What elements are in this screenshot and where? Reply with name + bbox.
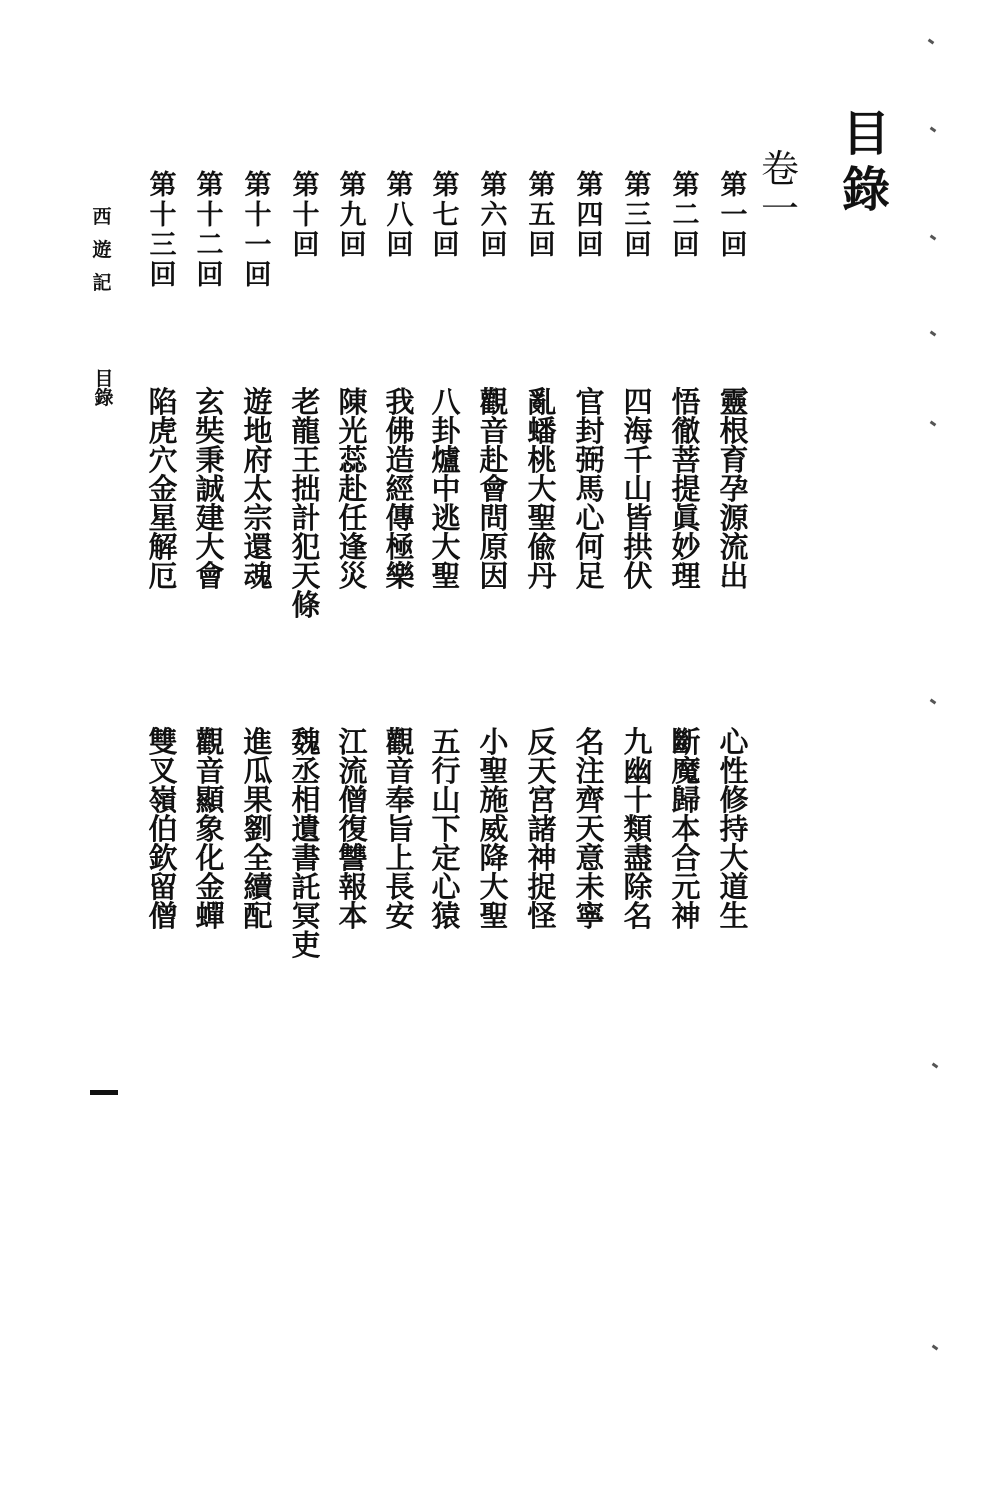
chapter-couplet-first: 靈 根 育 孕 源 流 出 bbox=[719, 385, 749, 593]
chapter-couplet-first: 觀 音 赴 會 問 原 因 bbox=[479, 385, 509, 593]
scan-speck bbox=[930, 235, 937, 241]
chapter-couplet-second: 小 聖 施 威 降 大 聖 bbox=[479, 725, 509, 933]
chapter-couplet-second: 九 幽 十 類 盡 除 名 bbox=[623, 725, 653, 933]
chapter-couplet-second: 觀 音 奉 旨 上 長 安 bbox=[385, 725, 415, 933]
chapter-number: 第 八 回 bbox=[386, 170, 414, 261]
scan-speck bbox=[930, 127, 937, 133]
chapter-couplet-first: 八 卦 爐 中 逃 大 聖 bbox=[431, 385, 461, 593]
chapter-number: 第 十 二 回 bbox=[196, 170, 224, 291]
chapter-number: 第 二 回 bbox=[672, 170, 700, 261]
chapter-couplet-first: 亂 蟠 桃 大 聖 偸 丹 bbox=[527, 385, 557, 593]
chapter-couplet-first: 遊 地 府 太 宗 還 魂 bbox=[243, 385, 273, 593]
chapter-number: 第 七 回 bbox=[432, 170, 460, 261]
chapter-couplet-first: 老 龍 王 拙 計 犯 天 條 bbox=[291, 385, 321, 622]
chapter-number: 第 一 回 bbox=[720, 170, 748, 261]
chapter-couplet-second: 反 天 宮 諸 神 捉 怪 bbox=[527, 725, 557, 933]
chapter-couplet-first: 陷 虎 穴 金 星 解 厄 bbox=[148, 385, 178, 593]
chapter-couplet-first: 我 佛 造 經 傳 極 樂 bbox=[385, 385, 415, 593]
chapter-couplet-second: 五 行 山 下 定 心 猿 bbox=[431, 725, 461, 933]
chapter-couplet-second: 名 注 齊 天 意 未 寧 bbox=[575, 725, 605, 933]
scan-speck bbox=[930, 331, 937, 337]
chapter-couplet-second: 觀 音 顯 象 化 金 蟬 bbox=[195, 725, 225, 933]
chapter-couplet-second: 江 流 僧 復 讐 報 本 bbox=[338, 725, 368, 933]
chapter-number: 第 六 回 bbox=[480, 170, 508, 261]
chapter-couplet-second: 心 性 修 持 大 道 生 bbox=[719, 725, 749, 933]
chapter-couplet-first: 陳 光 蕊 赴 任 逢 災 bbox=[338, 385, 368, 593]
chapter-couplet-first: 玄 奘 秉 誠 建 大 會 bbox=[195, 385, 225, 593]
scan-speck bbox=[932, 1063, 939, 1069]
chapter-couplet-second: 進 瓜 果 劉 全 續 配 bbox=[243, 725, 273, 933]
volume-heading: 卷 一 bbox=[760, 147, 799, 231]
chapter-couplet-first: 悟 徹 菩 提 眞 妙 理 bbox=[671, 385, 701, 593]
chapter-couplet-first: 官 封 弼 馬 心 何 足 bbox=[575, 385, 605, 593]
chapter-number: 第 九 回 bbox=[339, 170, 367, 261]
chapter-number: 第 十 回 bbox=[292, 170, 320, 261]
chapter-couplet-second: 雙 叉 嶺 伯 欽 留 僧 bbox=[148, 725, 178, 933]
chapter-number: 第 三 回 bbox=[624, 170, 652, 261]
margin-section: 目 錄 bbox=[94, 368, 114, 409]
scan-speck bbox=[930, 421, 937, 427]
chapter-number: 第 四 回 bbox=[576, 170, 604, 261]
scan-speck bbox=[932, 1345, 939, 1351]
chapter-number: 第 五 回 bbox=[528, 170, 556, 261]
scan-speck bbox=[928, 39, 935, 45]
margin-book-title: 西 遊 記 bbox=[92, 206, 112, 294]
chapter-number: 第 十 一 回 bbox=[244, 170, 272, 291]
chapter-couplet-second: 斷 魔 歸 本 合 元 神 bbox=[671, 725, 701, 933]
chapter-number: 第 十 三 回 bbox=[149, 170, 177, 291]
scan-speck bbox=[930, 699, 937, 705]
chapter-couplet-first: 四 海 千 山 皆 拱 伏 bbox=[623, 385, 653, 593]
chapter-couplet-second: 魏 丞 相 遺 書 託 冥 吏 bbox=[291, 725, 321, 962]
page-title: 目 錄 bbox=[841, 106, 890, 218]
folio-mark bbox=[90, 1090, 118, 1095]
